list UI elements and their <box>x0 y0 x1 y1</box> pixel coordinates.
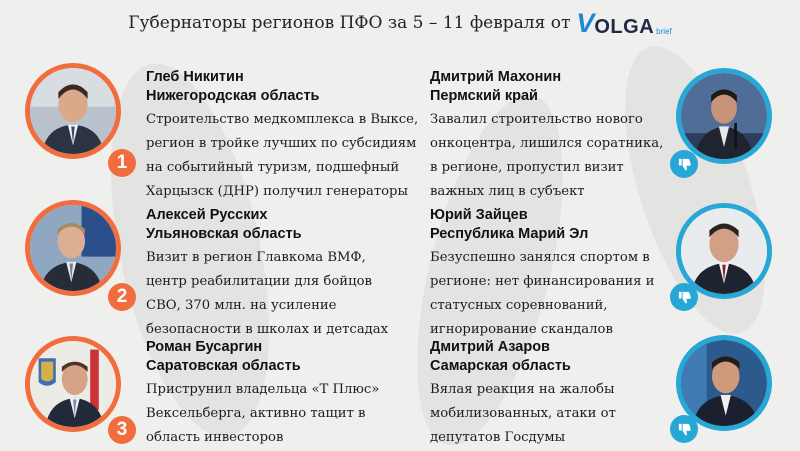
governor-description: Строительство медкомплекса в Выксе, регион в тройке лучших по субсидиям на событийный туризм, подшефный Харцызск (ДНР) получил генераторы <box>146 112 419 199</box>
thumbs-down-badge <box>670 283 698 311</box>
governor-entry <box>146 206 388 342</box>
thumbs-down-badge <box>670 415 698 443</box>
governor-portrait <box>25 336 121 432</box>
governor-region: Ульяновская область <box>146 226 302 242</box>
governor-name: Роман Бусаргин <box>146 339 263 355</box>
governor-description: Безуспешно занялся спортом в регионе: нет финансирования и статусных соревнований, игнорирование скандалов <box>430 250 655 337</box>
volga-brief-logo: V OLGA brief <box>576 7 672 38</box>
governor-region: Нижегородская область <box>146 88 320 104</box>
governor-entry <box>430 68 663 204</box>
governor-name: Дмитрий Азаров <box>430 339 550 355</box>
governor-name: Алексей Русских <box>146 207 268 223</box>
governor-name: Дмитрий Махонин <box>430 69 562 85</box>
governor-portrait <box>676 68 772 164</box>
rank-badge: 3 <box>108 416 136 444</box>
portrait-photo <box>681 73 767 159</box>
governor-region: Пермский край <box>430 88 538 104</box>
governor-entry <box>430 338 616 450</box>
governor-description: Вялая реакция на жалобы мобилизованных, атаки от депутатов Госдумы <box>430 382 616 445</box>
rank-badge: 1 <box>108 149 136 177</box>
governor-description: Визит в регион Главкома ВМФ, центр реабилитации для бойцов СВО, 370 млн. на усиление безопасности в школах и детсадах <box>146 250 389 337</box>
page-title: Губернаторы регионов ПФО за 5 – 11 февраля от <box>128 13 571 33</box>
governor-portrait <box>25 63 121 159</box>
portrait-photo <box>681 340 767 426</box>
governor-name: Глеб Никитин <box>146 69 244 85</box>
governor-entry <box>146 68 418 204</box>
governor-entry <box>430 206 654 342</box>
governor-description: Приструнил владельца «Т Плюс» Вексельберга, активно тащит в область инвесторов <box>146 382 380 445</box>
governor-name: Юрий Зайцев <box>430 207 528 223</box>
thumbs-down-icon <box>677 422 692 437</box>
thumbs-down-badge <box>670 150 698 178</box>
portrait-photo <box>30 341 116 427</box>
portrait-photo <box>30 68 116 154</box>
governor-description: Завалил строительство нового онкоцентра, лишился соратника, в регионе, пропустил визит важных лиц в субъект <box>430 112 664 199</box>
governor-region: Саратовская область <box>146 358 301 374</box>
thumbs-down-icon <box>677 157 692 172</box>
governor-entry <box>146 338 379 450</box>
thumbs-down-icon <box>677 290 692 305</box>
governor-region: Самарская область <box>430 358 571 374</box>
portrait-photo <box>681 208 767 294</box>
header <box>0 0 800 46</box>
rank-badge: 2 <box>108 283 136 311</box>
governor-region: Республика Марий Эл <box>430 226 589 242</box>
portrait-photo <box>30 205 116 291</box>
governor-portrait <box>25 200 121 296</box>
